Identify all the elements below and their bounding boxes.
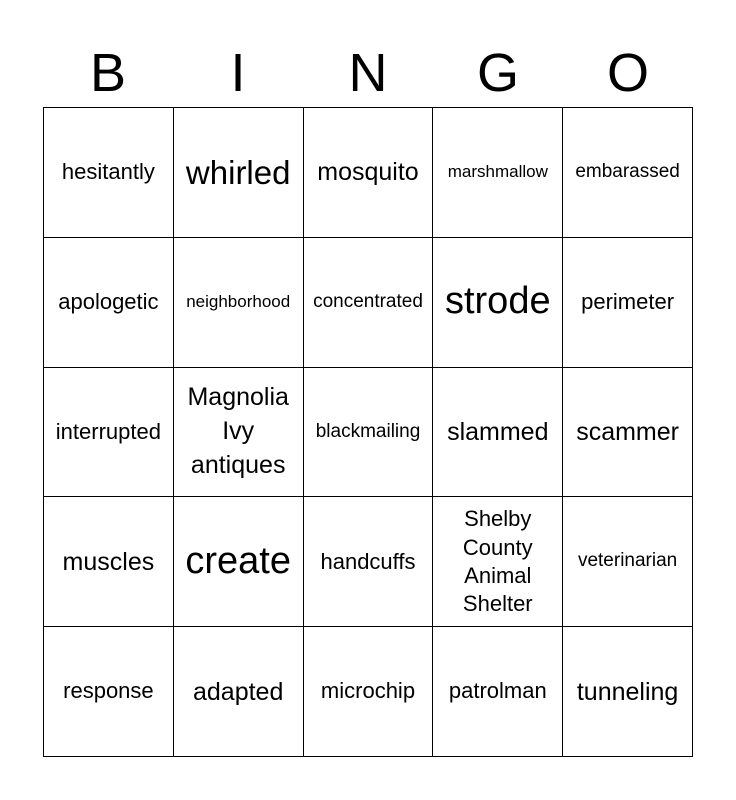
bingo-cell[interactable] <box>563 108 693 238</box>
bingo-cell[interactable] <box>304 627 434 757</box>
bingo-cell[interactable] <box>174 238 304 368</box>
bingo-cell[interactable] <box>563 627 693 757</box>
cell-word: create <box>185 539 291 582</box>
bingo-cell[interactable] <box>44 627 174 757</box>
bingo-cell[interactable] <box>174 368 304 498</box>
cell-word: response <box>63 678 154 704</box>
cell-word: microchip <box>320 678 416 704</box>
bingo-cell[interactable] <box>433 108 563 238</box>
cell-word: perimeter <box>581 289 675 314</box>
cell-word: slammed <box>447 417 549 446</box>
cell-word: apologetic <box>58 289 159 314</box>
bingo-cell[interactable] <box>44 108 174 238</box>
bingo-cell[interactable] <box>304 238 434 368</box>
cell-word: muscles <box>62 547 155 576</box>
cell-word: mosquito <box>317 158 419 187</box>
cell-word: strode <box>444 280 551 323</box>
cell-word: whirled <box>185 153 291 191</box>
header-letter-i: I <box>230 43 246 103</box>
bingo-cell[interactable] <box>563 497 693 627</box>
bingo-cell[interactable] <box>44 368 174 498</box>
cell-word: blackmailing <box>315 420 421 442</box>
cell-word: concentrated <box>313 290 423 312</box>
bingo-cell[interactable] <box>174 108 304 238</box>
cell-word: embarassed <box>575 161 680 182</box>
bingo-header <box>43 40 693 106</box>
bingo-cell[interactable] <box>304 368 434 498</box>
bingo-cell[interactable] <box>563 368 693 498</box>
header-letter-g: G <box>476 43 519 103</box>
cell-word: adapted <box>193 677 284 706</box>
bingo-cell[interactable] <box>174 627 304 757</box>
cell-word: neighborhood <box>186 292 291 311</box>
bingo-board <box>43 107 693 757</box>
cell-word: patrolman <box>448 678 547 704</box>
bingo-cell[interactable] <box>433 238 563 368</box>
cell-word: scammer <box>576 417 679 446</box>
cell-word: hesitantly <box>61 159 155 185</box>
bingo-cell[interactable] <box>44 497 174 627</box>
header-letter-b: B <box>89 43 127 103</box>
cell-word: veterinarian <box>577 550 678 572</box>
bingo-cell[interactable] <box>44 238 174 368</box>
cell-word: marshmallow <box>447 162 548 182</box>
bingo-cell[interactable] <box>433 368 563 498</box>
bingo-cell[interactable] <box>304 497 434 627</box>
bingo-cell[interactable] <box>304 108 434 238</box>
header-letter-n: N <box>348 43 388 103</box>
cell-word: interrupted <box>55 418 161 444</box>
header-letter-o: O <box>606 43 649 103</box>
cell-word: handcuffs <box>320 548 416 574</box>
bingo-cell[interactable] <box>174 497 304 627</box>
bingo-cell[interactable] <box>433 627 563 757</box>
cell-word: Magnolia Ivy antiques <box>187 383 289 479</box>
cell-word: Shelby County Animal Shelter <box>462 506 533 616</box>
bingo-cell[interactable] <box>563 238 693 368</box>
cell-word: tunneling <box>576 677 679 706</box>
bingo-cell[interactable] <box>433 497 563 627</box>
